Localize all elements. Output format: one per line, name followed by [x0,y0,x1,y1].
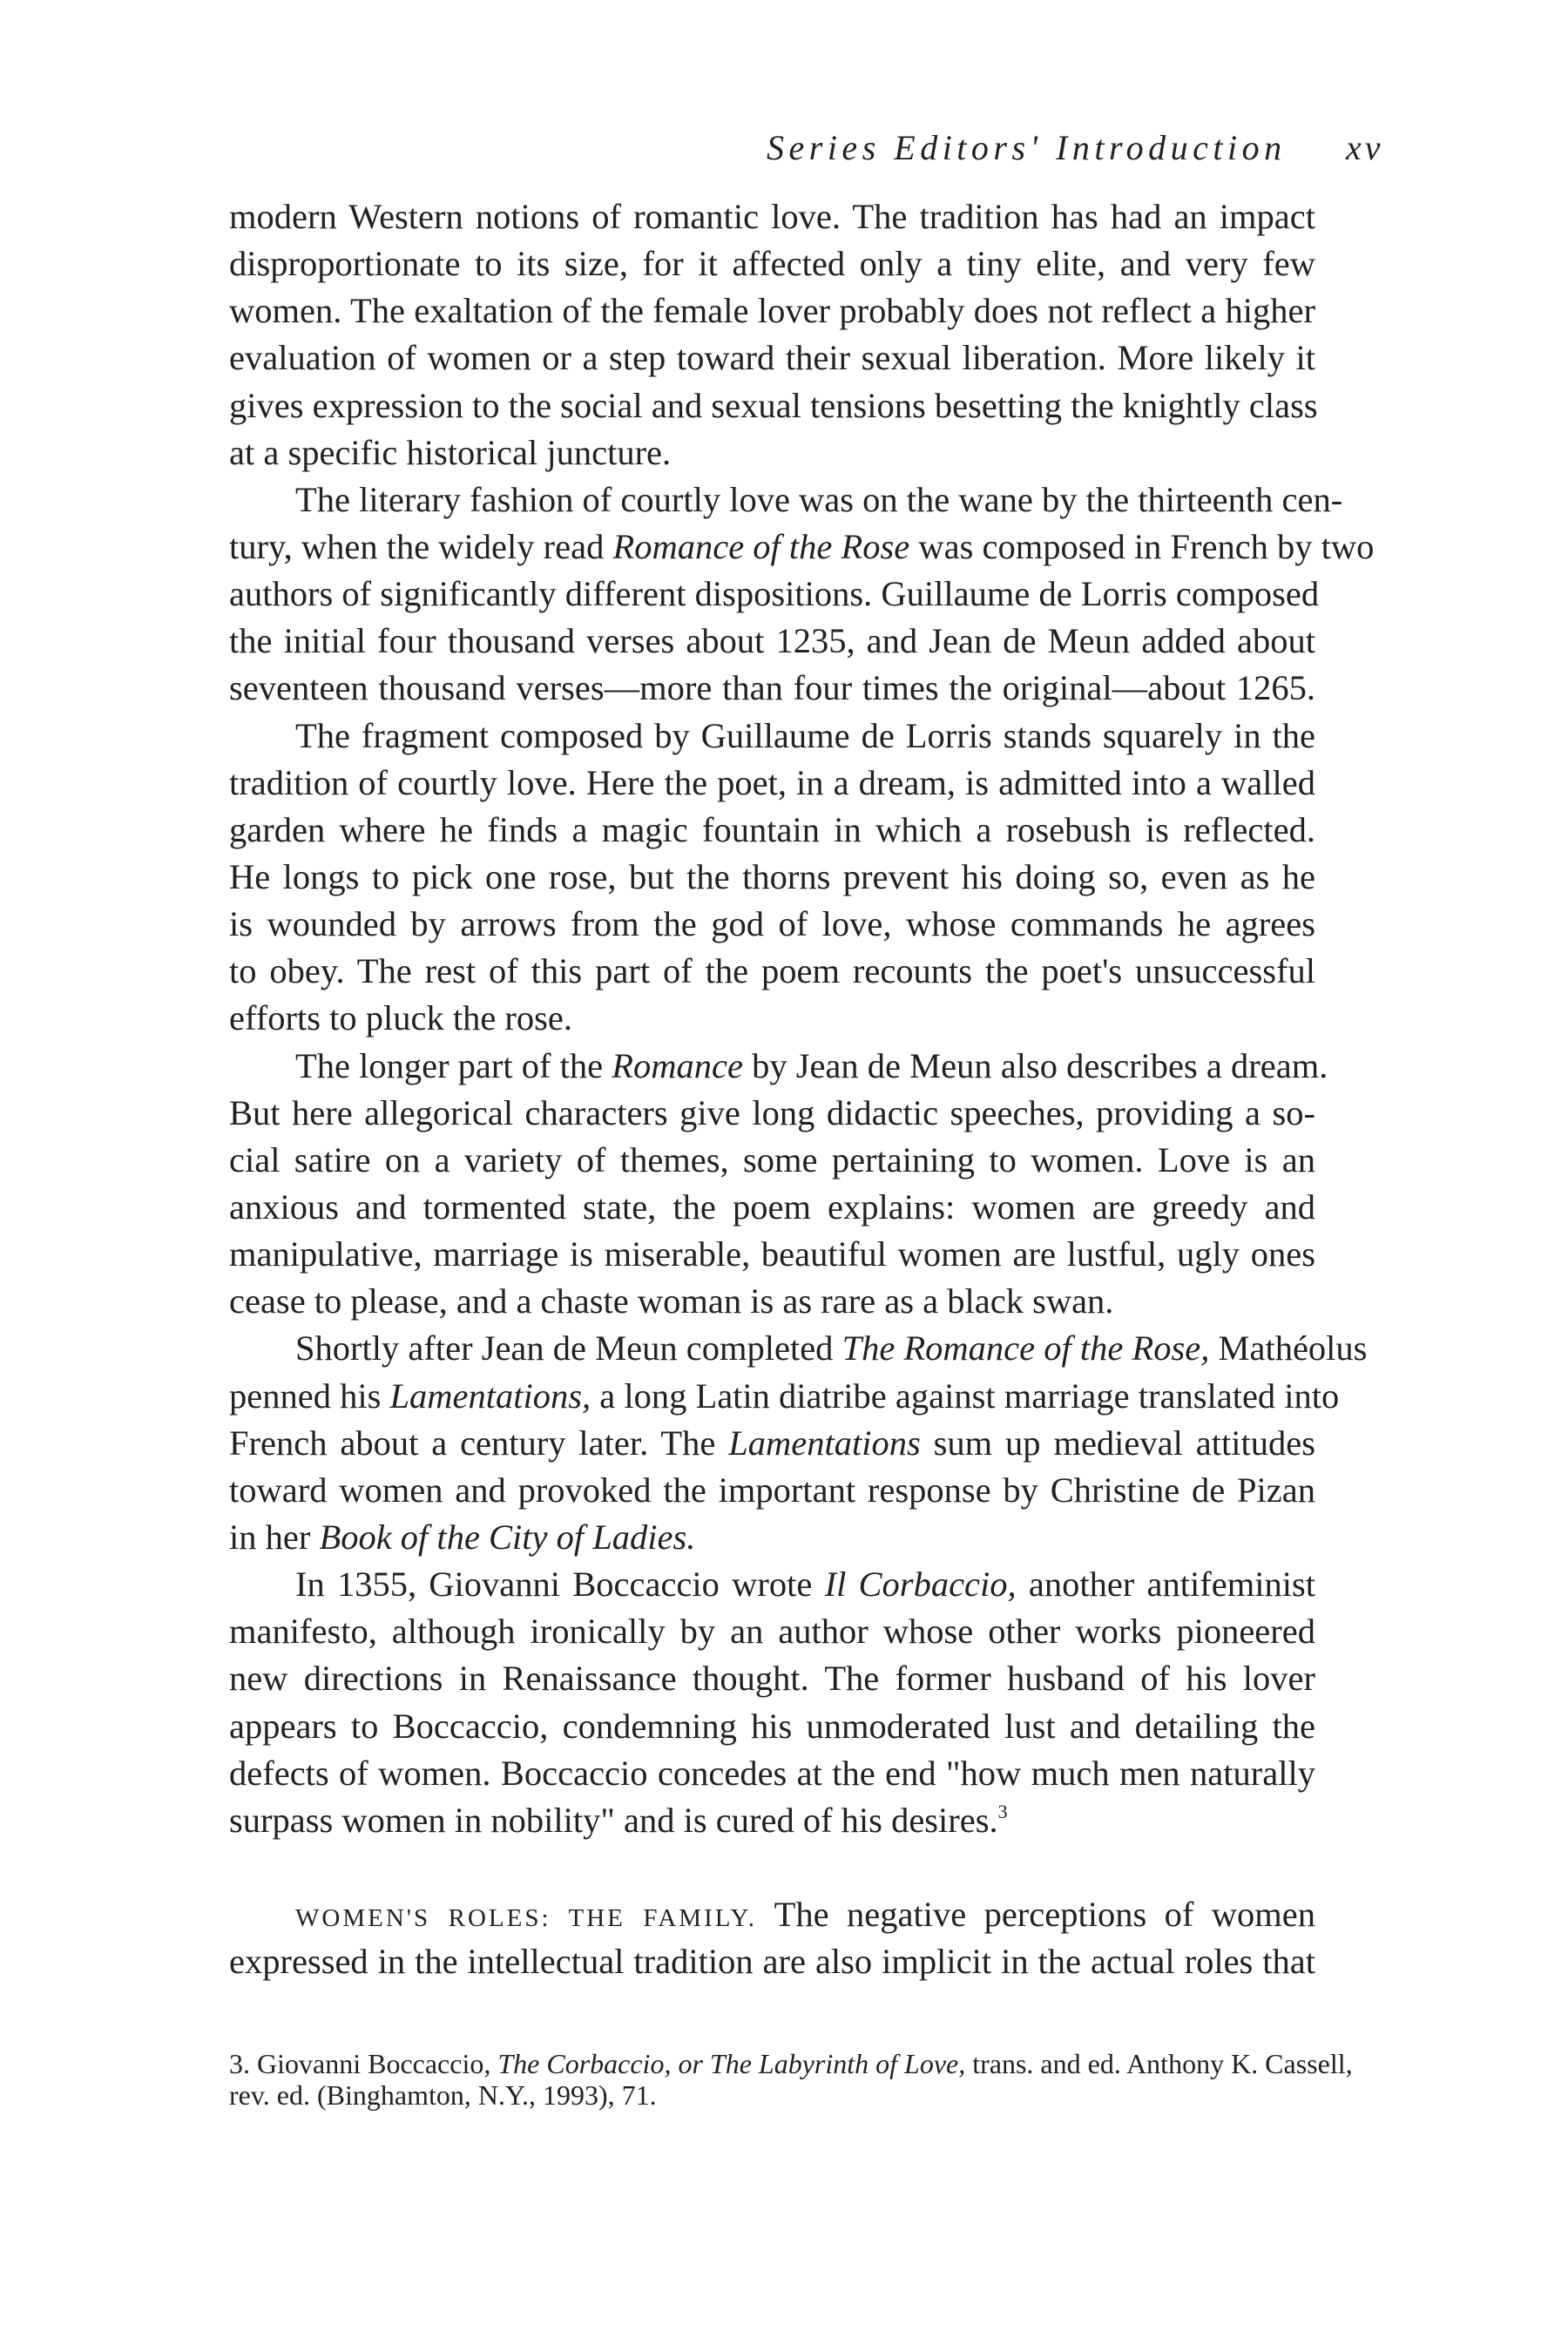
text-line [229,1703,1315,1750]
paragraph [229,1043,1328,1326]
text-run: sum up medieval attitudes [920,1423,1315,1463]
text-line [229,1184,1315,1231]
text-run: another antifeminist [1016,1565,1316,1605]
text-run: disproportionate to its size, for it affected only a tiny elite, and very few [229,244,1315,284]
text-line [229,760,1315,807]
text-run: evaluation of women or a step toward their sexual liberation. More likely it [229,338,1315,378]
paragraph [229,1325,1368,1561]
text-run: manipulative, marriage is miserable, beautiful women are lustful, ugly ones [229,1234,1315,1274]
text-run: manifesto, although ironically by an author whose other works pioneered [229,1612,1315,1652]
italic-title: Lamentations, [389,1375,591,1416]
section-heading: WOMEN'S ROLES: THE FAMILY. [295,1904,758,1933]
italic-title: Book of the City of Ladies. [319,1517,696,1557]
text-line [229,618,1315,665]
text-line [229,2048,1353,2080]
text-line [229,1514,1315,1561]
text-line [229,1420,1315,1467]
text-run: Mathéolus [1209,1328,1368,1369]
text-line [229,1655,1315,1702]
text-run: gives expression to the social and sexual tensions besetting the knightly class [229,385,1318,425]
text-line [229,1750,1315,1797]
text-run: the initial four thousand verses about 1235, and Jean de Meun added about [229,621,1315,661]
text-run: to obey. The rest of this part of the poem recounts the poet's unsuccessful [229,951,1315,991]
text-line [229,948,1315,995]
text-line [229,571,1320,618]
italic-title: Romance [612,1045,743,1085]
text-line [229,476,1343,524]
text-line [229,1467,1315,1514]
text-run: But here allegorical characters give long didactic speeches, providing a so- [229,1092,1315,1132]
text-line [229,335,1315,382]
text-run: French about a century later. The [229,1423,729,1463]
paragraph [229,193,1318,476]
text-line [229,1278,1315,1325]
text-run: The fragment composed by Guillaume de Lorris stands squarely in the [295,715,1315,755]
text-line [229,807,1315,854]
italic-title: The Romance of the Rose, [841,1328,1210,1369]
text-line [229,382,1318,429]
text-line [229,1891,1315,1938]
text-line [229,1137,1315,1184]
text-line [229,193,1315,240]
text-run: defects of women. Boccaccio concedes at the end "how much men naturally [229,1753,1315,1793]
paragraph [229,476,1375,713]
text-run: garden where he finds a magic fountain in which a rosebush is reflected. [229,809,1315,849]
text-run: tury, when the widely read [229,526,613,566]
text-line [229,240,1315,287]
text-line [229,1561,1315,1608]
text-run: In 1355, Giovanni Boccaccio wrote [295,1565,825,1605]
italic-title: Lamentations [728,1423,921,1463]
body-text [229,193,1375,1985]
text-run: was composed in French by two [909,526,1375,566]
text-line [229,524,1375,571]
italic-title: Romance of the Rose [612,526,910,566]
footnote-reference: 3 [997,1800,1008,1822]
text-line [229,1797,1315,1844]
text-line [229,287,1315,335]
paragraph [229,1561,1315,1844]
text-run: He longs to pick one rose, but the thorns prevent his doing so, even as he [229,856,1315,896]
text-run: rev. ed. (Binghamton, N.Y., 1993), 71. [229,2078,657,2111]
text-run: tradition of courtly love. Here the poet, in a dream, is admitted into a walled [229,762,1315,802]
text-run: Shortly after Jean de Meun completed [295,1328,842,1369]
text-run: toward women and provoked the important response by Christine de Pizan [229,1470,1315,1510]
text-run: surpass women in nobility" and is cured of his desires. [229,1800,998,1840]
footnotes [229,2048,1353,2111]
italic-title: The Corbaccio, or The Labyrinth of Love, [497,2048,966,2079]
text-run: new directions in Renaissance thought. The former husband of his lover [229,1659,1315,1699]
text-run: in her [229,1517,320,1557]
text-run: penned his [229,1375,390,1416]
text-run: anxious and tormented state, the poem explains: women are greedy and [229,1186,1315,1227]
text-run: trans. and ed. Anthony K. Cassell, [965,2048,1353,2079]
text-line [229,1231,1315,1278]
text-line [229,995,1315,1042]
text-run: The negative perceptions of women [757,1895,1315,1935]
text-run: 3. Giovanni Boccaccio, [229,2048,498,2079]
text-run: modern Western notions of romantic love. The tradition has had an impact [229,197,1315,236]
text-run: appears to Boccaccio, condemning his unmoderated lust and detailing the [229,1706,1315,1746]
text-line [229,1373,1340,1420]
text-run: is wounded by arrows from the god of love, whose commands he agrees [229,904,1315,944]
text-line [229,429,1315,476]
text-line [229,1325,1368,1372]
text-line [229,854,1315,901]
text-line [229,1938,1315,1985]
text-line [229,713,1315,760]
text-run: cease to please, and a chaste woman is as rare as a black swan. [229,1281,1114,1321]
text-run: efforts to pluck the rose. [229,998,573,1038]
text-run: The longer part of the [295,1045,612,1085]
text-run: The literary fashion of courtly love was on the wane by the thirteenth cen- [295,479,1343,519]
text-line [229,1043,1328,1090]
text-run: a long Latin diatribe against marriage translated into [591,1375,1340,1416]
paragraph [229,1891,1315,1985]
text-run: expressed in the intellectual tradition are also implicit in the actual roles that [229,1942,1315,1982]
footnote [229,2048,1353,2111]
page-number: xv [1346,128,1384,167]
text-line [229,1090,1315,1137]
text-run: women. The exaltation of the female lover probably does not reflect a higher [229,291,1315,331]
text-run: by Jean de Meun also describes a dream. [742,1045,1328,1085]
text-run: authors of significantly different dispositions. Guillaume de Lorris composed [229,574,1320,614]
text-line [229,665,1315,712]
italic-title: Il Corbaccio, [824,1565,1017,1605]
paragraph [229,713,1315,1043]
section-gap [229,1844,1315,1891]
text-line [229,1608,1315,1655]
text-line [229,901,1315,948]
text-run: at a specific historical juncture. [229,432,672,472]
text-line [229,2080,1315,2112]
text-run: cial satire on a variety of themes, some pertaining to women. Love is an [229,1139,1315,1179]
text-run: seventeen thousand verses—more than four times the original—about 1265. [229,668,1315,708]
running-head: Series Editors' Introduction [767,128,1287,167]
